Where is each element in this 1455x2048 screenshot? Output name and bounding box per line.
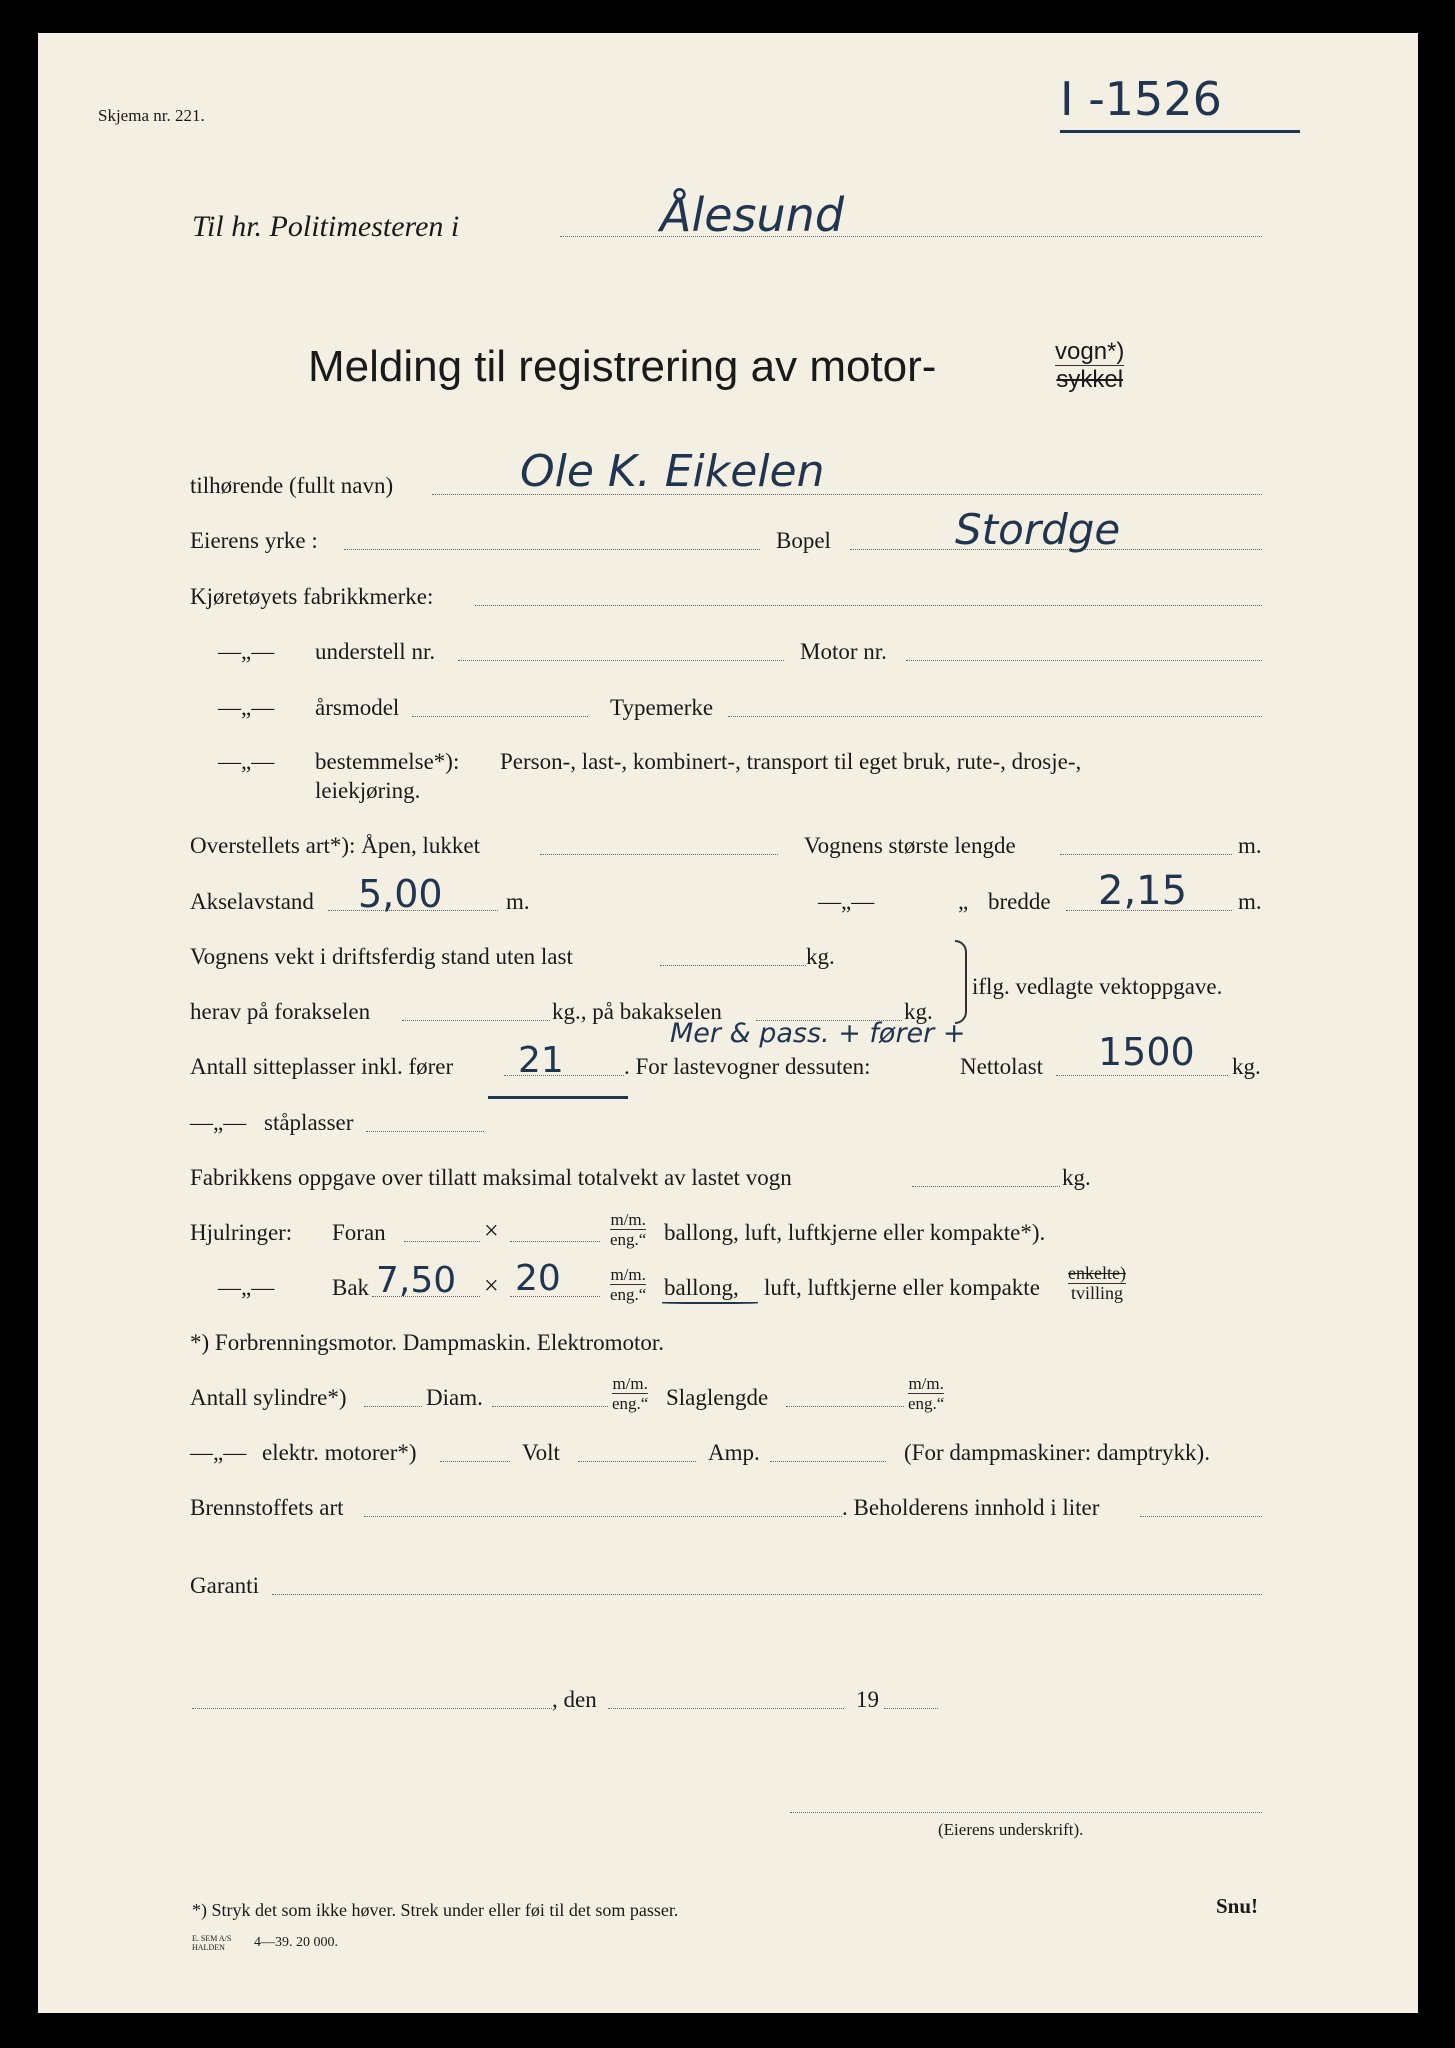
amp-line[interactable]: [770, 1461, 886, 1462]
residence-label: Bopel: [776, 528, 831, 553]
rear-dia-handwritten: 20: [515, 1258, 561, 1299]
occupation-label: Eierens yrke :: [190, 528, 318, 553]
axle-label: Akselavstand: [190, 889, 314, 914]
motor-number-line[interactable]: [906, 660, 1262, 661]
wheels-front-label: Foran: [332, 1220, 386, 1245]
width-ditto: —„—: [818, 889, 875, 914]
cylinders-line[interactable]: [364, 1406, 422, 1407]
archive-number: I -1526: [1060, 72, 1222, 126]
print-info: 4—39. 20 000.: [254, 1935, 338, 1950]
brand-label: Kjøretøyets fabrikkmerke:: [190, 584, 434, 609]
occupation-line[interactable]: [344, 549, 760, 550]
electric-motors-label: elektr. motorer*): [262, 1440, 417, 1465]
wheels-label: Hjulringer:: [190, 1220, 293, 1245]
year-line[interactable]: [412, 716, 588, 717]
date-label: , den: [552, 1687, 597, 1712]
date-line[interactable]: [608, 1708, 844, 1709]
rear-axle-unit: kg.: [904, 999, 933, 1024]
printer-name: E. SEM A/S HALDEN: [192, 1934, 232, 1952]
width-unit: m.: [1238, 889, 1262, 914]
guarantee-label: Garanti: [190, 1573, 259, 1598]
maxweight-unit: kg.: [1062, 1165, 1091, 1190]
netload-handwritten: 1500: [1098, 1030, 1195, 1074]
length-unit: m.: [1238, 833, 1262, 858]
turn-over: Snu!: [1216, 1894, 1259, 1918]
year-prefix: 19: [856, 1687, 879, 1712]
times-sign: ×: [484, 1216, 499, 1245]
type-line[interactable]: [728, 716, 1262, 717]
unit-mm-eng: m/m. eng.“: [612, 1374, 649, 1413]
brand-line[interactable]: [475, 605, 1262, 606]
front-axle-label: herav på forakselen: [190, 999, 371, 1024]
seats-handwritten: 21: [518, 1040, 564, 1081]
steam-pressure-label: (For dampmaskiner: damptrykk).: [904, 1440, 1210, 1465]
tire-types-front: ballong, luft, luftkjerne eller kompakte*).: [664, 1220, 1046, 1245]
title-option: vogn*) sykkel: [1055, 338, 1125, 393]
width-quote: „: [958, 889, 969, 914]
maxweight-label: Fabrikkens oppgave over tillatt maksimal totalvekt av lastet vogn: [190, 1165, 792, 1190]
netload-line[interactable]: [1056, 1075, 1228, 1076]
seats-label: Antall sitteplasser inkl. fører: [190, 1054, 454, 1079]
width-label: bredde: [988, 889, 1051, 914]
stroke-label: Slaglengde: [666, 1385, 769, 1410]
rear-width-handwritten: 7,50: [376, 1260, 457, 1301]
tank-line[interactable]: [1140, 1516, 1262, 1517]
diameter-line[interactable]: [492, 1406, 608, 1407]
amp-label: Amp.: [708, 1440, 760, 1465]
wheels-rear-label: Bak: [332, 1275, 370, 1300]
times-sign: ×: [484, 1271, 499, 1300]
ditto-mark: —„—: [218, 639, 275, 664]
weight-note: iflg. vedlagte vektoppgave.: [972, 974, 1223, 999]
seats-note-handwritten: Mer & pass. + fører +: [670, 1018, 966, 1049]
body-line[interactable]: [540, 854, 778, 855]
archive-underline: [1060, 130, 1300, 133]
standing-label: ståplasser: [264, 1110, 354, 1135]
guarantee-line[interactable]: [272, 1594, 1262, 1595]
ditto-mark: —„—: [190, 1440, 247, 1465]
chassis-line[interactable]: [458, 660, 784, 661]
footnote: *) Stryk det som ikke høver. Strek under eller føi til det som passer.: [192, 1900, 679, 1920]
unit-mm-eng: m/m. eng.“: [908, 1374, 945, 1413]
ditto-mark: —„—: [218, 695, 275, 720]
signature-line[interactable]: [790, 1812, 1262, 1813]
wheels-front-dia-line[interactable]: [510, 1241, 600, 1242]
fuel-label: Brennstoffets art: [190, 1495, 344, 1520]
schema-number: Skjema nr. 221.: [98, 106, 205, 125]
ditto-mark: —„—: [218, 1275, 275, 1300]
weight-label: Vognens vekt i driftsferdig stand uten last: [190, 944, 573, 969]
axle-unit: m.: [506, 889, 530, 914]
year-line[interactable]: [884, 1708, 938, 1709]
electric-motors-line[interactable]: [440, 1461, 510, 1462]
diameter-label: Diam.: [426, 1385, 483, 1410]
netload-label: Nettolast: [960, 1054, 1044, 1079]
place-line[interactable]: [192, 1708, 552, 1709]
width-handwritten: 2,15: [1098, 868, 1188, 914]
ditto-mark: —„—: [190, 1110, 247, 1135]
address-label: Til hr. Politimesteren i: [192, 210, 460, 243]
standing-line[interactable]: [366, 1131, 484, 1132]
rear-axle-label: kg., på bakakselen: [552, 999, 722, 1024]
length-label: Vognens største lengde: [804, 833, 1016, 858]
rear-wheel-option: enkelte) tvilling: [1068, 1263, 1126, 1303]
weight-unit: kg.: [806, 944, 835, 969]
unit-mm-eng: m/m. eng.“: [610, 1265, 647, 1304]
tank-label: . Beholderens innhold i liter: [842, 1495, 1100, 1520]
signature-caption: (Eierens underskrift).: [938, 1820, 1084, 1839]
owner-name-label: tilhørende (fullt navn): [190, 473, 394, 498]
weight-brace: [955, 940, 967, 1024]
ditto-mark: —„—: [218, 749, 275, 774]
seats-underline: [488, 1096, 628, 1099]
owner-name-handwritten: Ole K. Eikelen: [520, 446, 825, 497]
tire-types-rear: luft, luftkjerne eller kompakte: [764, 1275, 1040, 1300]
volt-line[interactable]: [578, 1461, 696, 1462]
city-handwritten: Ålesund: [660, 188, 845, 242]
purpose-options-cont: leiekjøring.: [315, 778, 421, 803]
wheels-front-width-line[interactable]: [404, 1241, 480, 1242]
front-axle-line[interactable]: [402, 1020, 550, 1021]
fuel-line[interactable]: [364, 1516, 842, 1517]
netload-unit: kg.: [1232, 1054, 1261, 1079]
purpose-label: bestemmelse*):: [315, 749, 460, 774]
engine-types: *) Forbrenningsmotor. Dampmaskin. Elektromotor.: [190, 1330, 665, 1355]
body-label: Overstellets art*): Åpen, lukket: [190, 833, 480, 858]
residence-handwritten: Stordge: [955, 505, 1121, 554]
length-line[interactable]: [1060, 854, 1232, 855]
balloon-underline: [662, 1302, 758, 1304]
truck-label: . For lastevogner dessuten:: [624, 1054, 871, 1079]
unit-mm-eng: m/m. eng.“: [610, 1210, 647, 1249]
stroke-line[interactable]: [786, 1406, 904, 1407]
chassis-label: understell nr.: [315, 639, 436, 664]
tire-type-balloon: ballong,: [664, 1275, 739, 1300]
weight-line[interactable]: [660, 965, 806, 966]
cylinders-label: Antall sylindre*): [190, 1385, 347, 1410]
form-title: Melding til registrering av motor-: [308, 342, 937, 391]
type-label: Typemerke: [610, 695, 714, 720]
volt-label: Volt: [522, 1440, 560, 1465]
purpose-options: Person-, last-, kombinert-, transport til eget bruk, rute-, drosje-,: [500, 749, 1082, 774]
motor-number-label: Motor nr.: [800, 639, 887, 664]
axle-handwritten: 5,00: [358, 872, 443, 916]
maxweight-line[interactable]: [912, 1186, 1060, 1187]
year-label: årsmodel: [315, 695, 400, 720]
